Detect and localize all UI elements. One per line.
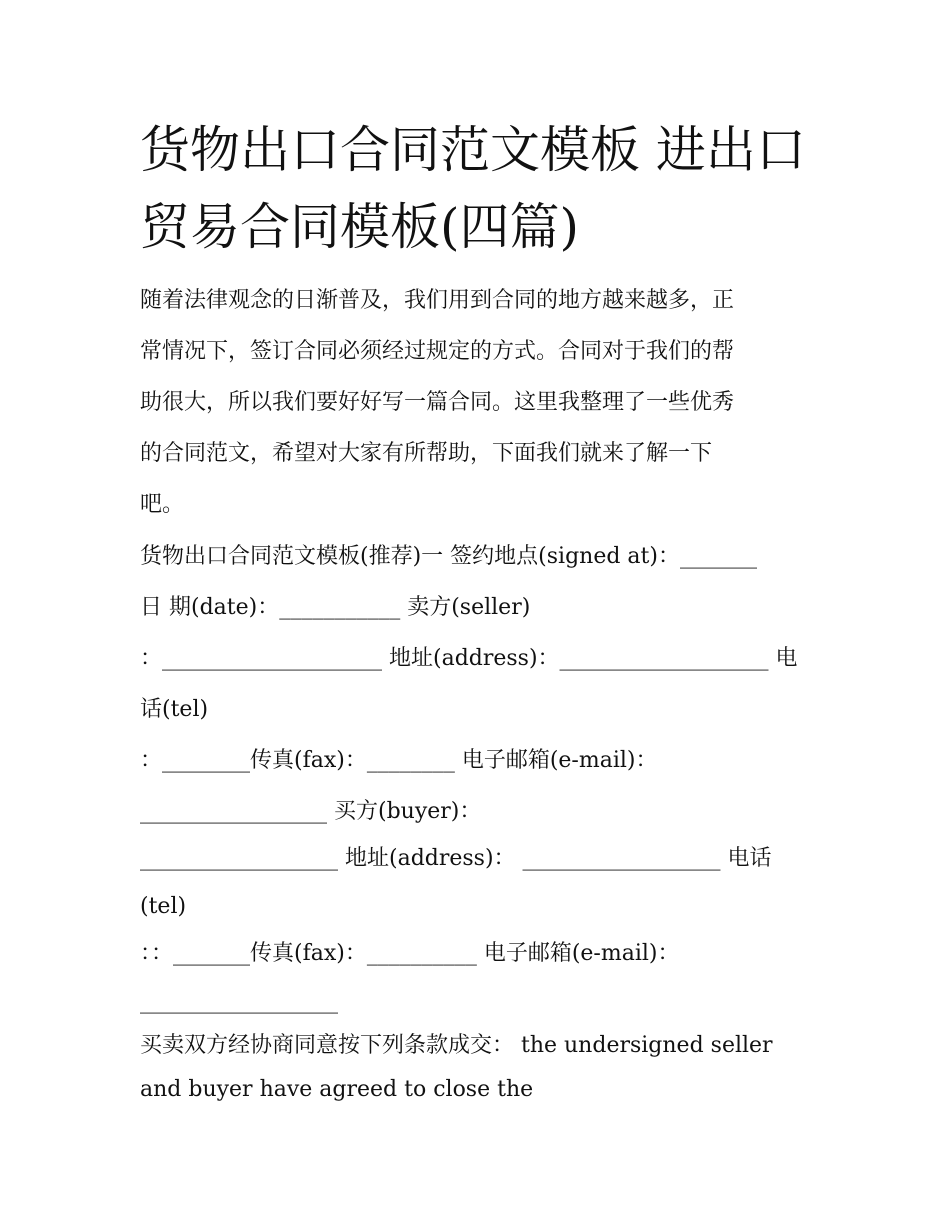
closing-line: and buyer have agreed to close the <box>140 1077 534 1102</box>
document-title <box>140 112 820 266</box>
form-line: _________________ 买方(buyer)： <box>140 799 482 824</box>
title-line: 货物出口合同范文模板 进出口 <box>140 121 806 179</box>
intro-line: 吧。 <box>140 492 185 517</box>
intro-paragraph <box>140 275 820 530</box>
form-line: __________________ 地址(address)： __________________ 电话 <box>140 846 772 871</box>
form-line: ：____________________ 地址(address)：___________________ 电 <box>140 646 798 671</box>
form-line: ：：_______传真(fax)：__________ 电子邮箱(e-mail)： <box>140 941 680 966</box>
closing-line: 买卖双方经协商同意按下列条款成交： the undersigned seller <box>140 1033 773 1058</box>
intro-line: 常情况下，签订合同必须经过规定的方式。合同对于我们的帮 <box>140 339 735 364</box>
form-line: 货物出口合同范文模板(推荐)一 签约地点(signed at)：_______ <box>140 544 757 569</box>
intro-line: 随着法律观念的日渐普及，我们用到合同的地方越来越多，正 <box>140 288 735 313</box>
form-line: __________________ <box>140 989 338 1014</box>
title-line: 贸易合同模板(四篇) <box>140 198 580 256</box>
form-line: ：________传真(fax)：________ 电子邮箱(e-mail)： <box>140 748 658 773</box>
form-line: 日 期(date)：___________ 卖方(seller) <box>140 595 531 620</box>
intro-line: 助很大，所以我们要好好写一篇合同。这里我整理了一些优秀 <box>140 390 735 415</box>
intro-line: 的合同范文，希望对大家有所帮助，下面我们就来了解一下 <box>140 441 713 466</box>
closing-paragraph <box>140 1024 820 1112</box>
contract-form-fields <box>140 531 820 1027</box>
form-line: (tel) <box>140 894 187 919</box>
form-line: 话(tel) <box>140 697 209 722</box>
